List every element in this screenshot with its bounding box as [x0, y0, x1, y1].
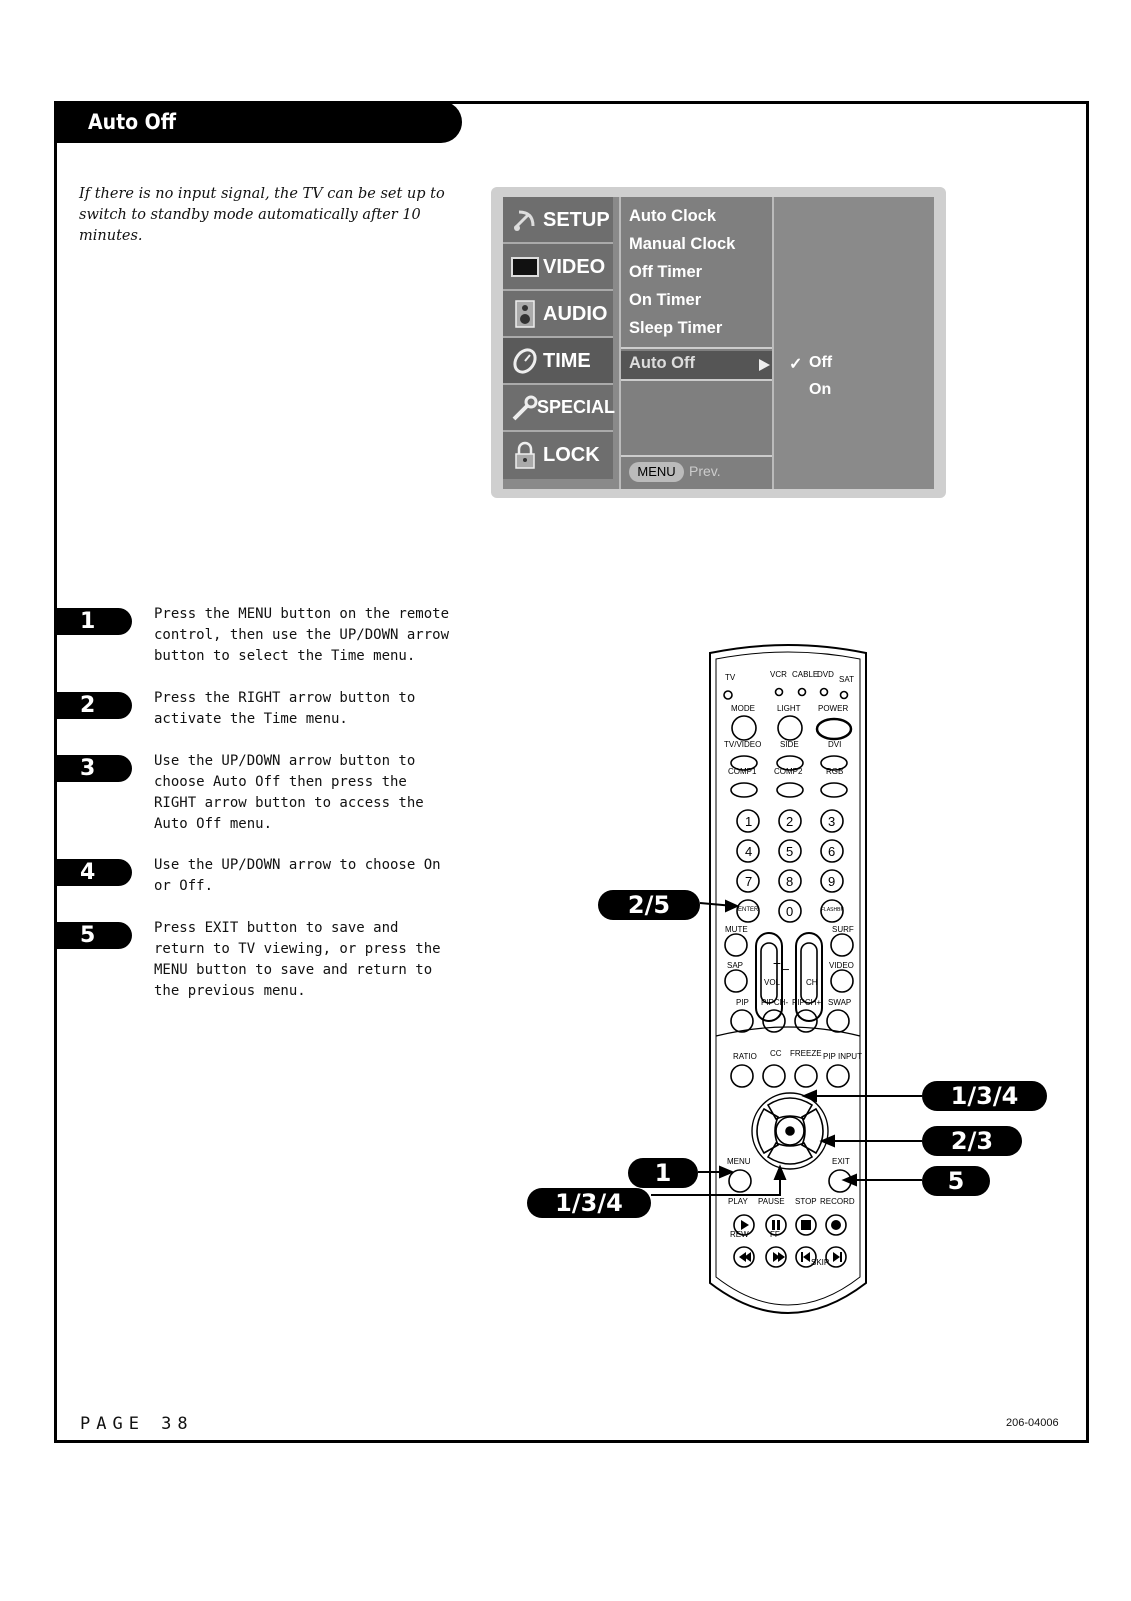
osd-option-off: Off	[809, 354, 833, 371]
remote-label-cc: CC	[770, 1049, 782, 1058]
osd-menu-button: MENU	[629, 462, 684, 482]
remote-label-pause: PAUSE	[758, 1197, 785, 1206]
remote-label-pip-input: PIP INPUT	[823, 1052, 862, 1061]
remote-label-tv: TV	[725, 673, 736, 682]
remote-label-video: VIDEO	[829, 961, 854, 970]
step-text: Press EXIT button to save and return to TV viewing, or press the MENU button to save and return to the previous menu.	[154, 920, 441, 999]
callout-label: 1/3/4	[922, 1081, 1047, 1111]
remote-label-swap: SWAP	[828, 998, 852, 1007]
remote-label-menu: MENU	[727, 1157, 751, 1166]
remote-label-surf: SURF	[832, 925, 854, 934]
callout-label: 1/3/4	[527, 1188, 651, 1218]
step-number: 2	[54, 692, 132, 719]
callout-label: 2/5	[598, 890, 700, 920]
remote-label-flashbk: FLASHBK	[821, 907, 844, 913]
step-text: Press the MENU button on the remote control, then use the UP/DOWN arrow button to select the Time menu.	[154, 606, 450, 664]
remote-label-pipch-minus: PIPCH-	[761, 998, 789, 1007]
step-text: Use the UP/DOWN arrow to choose On or Off.	[154, 857, 441, 894]
remote-label-record: RECORD	[820, 1197, 855, 1206]
remote-label-enter: ENTER	[738, 907, 759, 913]
remote-label-sat: SAT	[839, 675, 854, 684]
remote-label-side: SIDE	[780, 740, 799, 749]
remote-label-light: LIGHT	[777, 704, 801, 713]
remote-label-ff: FF	[770, 1230, 780, 1239]
remote-label-comp1: COMP1	[728, 767, 757, 776]
remote-label-rgb: RGB	[826, 767, 844, 776]
remote-label-vol: VOL	[764, 978, 781, 987]
remote-digit-5: 5	[786, 844, 794, 859]
remote-digit-8: 8	[786, 874, 794, 889]
osd-prev-label: Prev.	[689, 463, 721, 479]
osd-category-label: TIME	[543, 350, 591, 372]
svg-text:+: +	[772, 955, 782, 971]
remote-digit-7: 7	[745, 874, 753, 889]
remote-label-mute: MUTE	[725, 925, 748, 934]
remote-digit-2: 2	[786, 814, 794, 829]
remote-label-cable: CABLE	[792, 670, 819, 679]
osd-submenu-item: Auto Clock	[629, 207, 717, 225]
osd-category-label: VIDEO	[543, 256, 606, 278]
remote-label-dvd: DVD	[817, 670, 834, 679]
section-title: Auto Off	[88, 110, 177, 134]
callout-label: 2/3	[922, 1126, 1022, 1156]
step-number: 1	[54, 608, 132, 635]
step-number: 5	[54, 922, 132, 949]
step-number: 3	[54, 755, 132, 782]
osd-submenu-item-selected: Auto Off	[629, 354, 695, 372]
osd-submenu-item: Off Timer	[629, 263, 703, 281]
remote-label-skip: SKIP	[811, 1258, 830, 1267]
step-number: 4	[54, 859, 132, 886]
remote-label-ratio: RATIO	[733, 1052, 757, 1061]
remote-label-mode: MODE	[731, 704, 755, 713]
osd-submenu-item: On Timer	[629, 291, 702, 309]
remote-digit-6: 6	[828, 844, 836, 859]
osd-category-label: SPECIAL	[537, 397, 616, 417]
remote-label-exit: EXIT	[832, 1157, 850, 1166]
remote-digit-3: 3	[828, 814, 836, 829]
remote-label-power: POWER	[818, 704, 849, 713]
remote-label-play: PLAY	[728, 1197, 748, 1206]
remote-label-tvvideo: TV/VIDEO	[724, 740, 762, 749]
remote-label-freeze: FREEZE	[790, 1049, 822, 1058]
osd-submenu-item: Manual Clock	[629, 235, 736, 253]
remote-label-dvi: DVI	[828, 740, 842, 749]
remote-label-sap: SAP	[727, 961, 744, 970]
callout-label: 1	[628, 1158, 698, 1188]
remote-label-rew: REW	[730, 1230, 749, 1239]
remote-label-minus: −	[782, 962, 790, 977]
intro-text: If there is no input signal, the TV can be set up to switch to standby mode automatically after 10 minutes.	[79, 186, 445, 244]
check-icon: ✓	[789, 356, 803, 373]
step-text: Press the RIGHT arrow button to activate the Time menu.	[154, 690, 416, 727]
remote-digit-9: 9	[828, 874, 836, 889]
remote-label-pipch-plus: PIPCH+	[792, 998, 822, 1007]
osd-category-label: SETUP	[543, 209, 610, 231]
remote-label-stop: STOP	[795, 1197, 817, 1206]
remote-digit-4: 4	[745, 844, 753, 859]
remote-label-ch: CH	[806, 978, 818, 987]
osd-category-label: LOCK	[543, 444, 600, 466]
remote-digit-1: 1	[745, 814, 753, 829]
osd-category-label: AUDIO	[543, 303, 608, 325]
callout-label: 5	[922, 1166, 990, 1196]
remote-label-pip: PIP	[736, 998, 749, 1007]
osd-submenu-item: Sleep Timer	[629, 319, 723, 337]
remote-digit-0: 0	[786, 904, 794, 919]
osd-option-on: On	[809, 381, 832, 398]
document-code: 206-04006	[1006, 1417, 1059, 1429]
remote-label-comp2: COMP2	[774, 767, 803, 776]
remote-label-vcr: VCR	[770, 670, 787, 679]
page-number: PAGE 38	[80, 1414, 194, 1434]
step-text: Use the UP/DOWN arrow button to choose Auto Off then press the RIGHT arrow button to access the Auto Off menu.	[154, 753, 424, 832]
